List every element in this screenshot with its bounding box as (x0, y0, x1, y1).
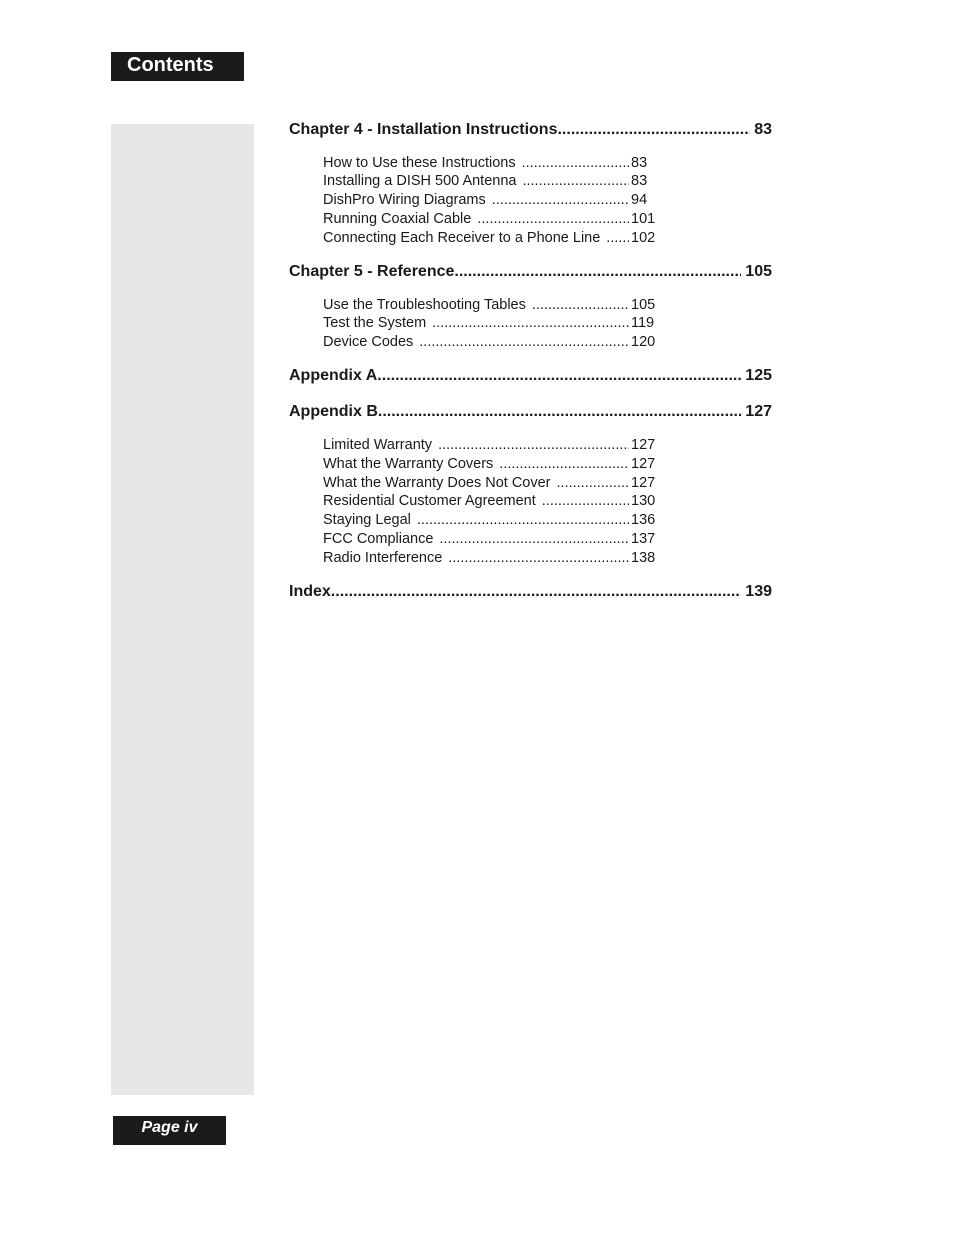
toc-page-number: 136 (631, 512, 656, 528)
toc-appendix-b[interactable] (289, 402, 772, 422)
page-title: Contents (111, 52, 244, 81)
toc-page-number: 127 (631, 456, 656, 472)
toc-page-number: 127 (631, 437, 656, 453)
toc-entry-title: Connecting Each Receiver to a Phone Line (323, 230, 601, 246)
toc-entry[interactable] (323, 492, 658, 510)
toc-page-number: 94 (631, 192, 648, 208)
toc-entry-title: Staying Legal (323, 512, 411, 528)
toc-entry[interactable] (323, 191, 658, 209)
toc-page-number: 130 (631, 493, 656, 509)
toc-chapter-title: Chapter 4 - Installation Instructions (289, 121, 558, 138)
toc-entry-title: What the Warranty Covers (323, 456, 494, 472)
toc-entry-title: Installing a DISH 500 Antenna (323, 173, 517, 189)
toc-entry[interactable] (323, 474, 658, 492)
toc-entry[interactable] (323, 436, 658, 454)
toc-entry[interactable] (323, 229, 658, 247)
toc-chapter-4[interactable] (289, 120, 772, 140)
toc-page-number: 120 (631, 334, 656, 350)
toc-chapter-title: Chapter 5 - Reference (289, 263, 455, 280)
toc-entry-title: Running Coaxial Cable (323, 211, 472, 227)
toc-page-number: 138 (631, 550, 656, 566)
toc-page-number: 83 (754, 121, 772, 138)
toc-page-number: 137 (631, 531, 656, 547)
toc-entry-title: Limited Warranty (323, 437, 433, 453)
toc-chapter-title: Index (289, 583, 331, 600)
toc-entry-title: Device Codes (323, 334, 414, 350)
toc-page-number: 105 (631, 297, 656, 313)
toc-entry[interactable] (323, 314, 658, 332)
toc-entry[interactable] (323, 530, 658, 548)
toc-page-number: 127 (745, 403, 772, 420)
toc-chapter-5[interactable] (289, 262, 772, 282)
toc-entry-title: Test the System (323, 315, 427, 331)
toc-entry[interactable] (323, 549, 658, 567)
toc-page-number: 105 (745, 263, 772, 280)
toc-page-number: 101 (631, 211, 656, 227)
toc-entry-title: FCC Compliance (323, 531, 434, 547)
toc-page-number: 102 (631, 230, 656, 246)
toc-entry-title: Residential Customer Agreement (323, 493, 536, 509)
side-bar (111, 124, 254, 1095)
toc-chapter-title: Appendix A (289, 367, 378, 384)
toc-page-number: 139 (745, 583, 772, 600)
toc-appendix-a[interactable] (289, 366, 772, 386)
toc-entry-title: Use the Troubleshooting Tables (323, 297, 526, 313)
toc-entry-title: Radio Interference (323, 550, 443, 566)
toc-entry[interactable] (323, 154, 658, 172)
toc-page-number: 125 (745, 367, 772, 384)
toc-entry[interactable] (323, 296, 658, 314)
toc-entry-title: DishPro Wiring Diagrams (323, 192, 486, 208)
toc-chapter-title: Appendix B (289, 403, 378, 420)
toc-entry[interactable] (323, 333, 658, 351)
toc-entry-title: How to Use these Instructions (323, 155, 516, 171)
toc-entry-title: What the Warranty Does Not Cover (323, 475, 551, 491)
toc-page-number: 127 (631, 475, 656, 491)
toc-entry[interactable] (323, 455, 658, 473)
toc-page-number: 83 (631, 155, 648, 171)
toc-page-number: 83 (631, 173, 648, 189)
toc-entry[interactable] (323, 511, 658, 529)
toc-page-number: 119 (631, 315, 655, 331)
toc-entry[interactable] (323, 172, 658, 190)
toc-index[interactable] (289, 582, 772, 602)
page-number-label: Page iv (113, 1116, 226, 1145)
toc-entry[interactable] (323, 210, 658, 228)
